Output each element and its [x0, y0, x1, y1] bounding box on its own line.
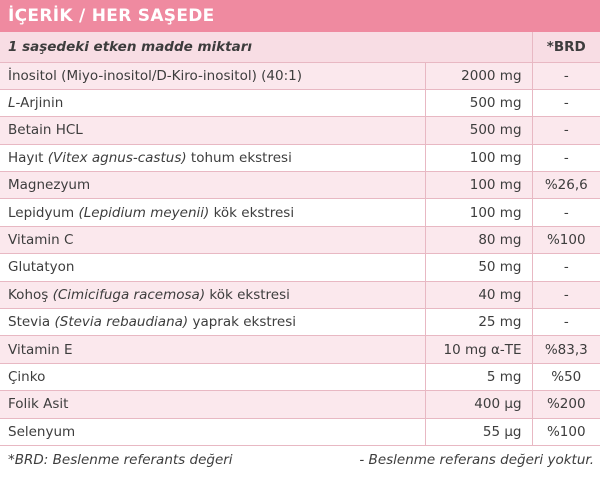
table-row [0, 281, 600, 308]
table-row [0, 226, 600, 253]
ingredient-amount: 100 mg [425, 144, 532, 171]
ingredient-name-text: Lepidyum [8, 204, 79, 221]
ingredient-name-suffix: tohum ekstresi [186, 149, 292, 166]
ingredient-name-suffix: yaprak ekstresi [188, 314, 297, 331]
ingredient-brd: - [532, 144, 600, 171]
ingredient-name [0, 144, 425, 171]
ingredient-brd: %50 [532, 363, 600, 390]
ingredient-brd: - [532, 309, 600, 336]
table-row [0, 199, 600, 226]
ingredient-name-text: Kohoş [8, 286, 53, 303]
ingredient-amount: 50 mg [425, 254, 532, 281]
ingredient-latin-name: (Vitex agnus-castus) [47, 149, 187, 166]
ingredient-amount: 55 µg [425, 418, 532, 445]
ingredient-name-suffix: kök ekstresi [205, 286, 290, 303]
ingredient-amount: 2000 mg [425, 62, 532, 89]
ingredient-name-text: Folik Asit [8, 396, 69, 413]
ingredient-amount: 400 µg [425, 391, 532, 418]
ingredient-name-text: Vitamin C [8, 232, 74, 249]
ingredient-brd: %200 [532, 391, 600, 418]
ingredient-name [0, 226, 425, 253]
ingredient-name [0, 62, 425, 89]
ingredient-amount: 25 mg [425, 309, 532, 336]
ingredient-name-text: İnositol (Miyo-inositol/D-Kiro-inositol) (40:1) [8, 67, 302, 84]
table-row [0, 418, 600, 445]
ingredient-latin-name: (Stevia rebaudiana) [54, 314, 189, 331]
ingredient-brd: %100 [532, 226, 600, 253]
ingredient-name-text: Hayıt [8, 149, 48, 166]
table-row [0, 172, 600, 199]
panel-title: İÇERİK / HER SAŞEDE [0, 0, 600, 32]
ingredient-name [0, 254, 425, 281]
ingredient-name-text: Magnezyum [8, 177, 91, 194]
brd-column-header: *BRD [532, 32, 600, 62]
ingredient-name-text: Stevia [8, 314, 55, 331]
ingredient-name [0, 336, 425, 363]
ingredient-name-text: Vitamin E [8, 341, 73, 358]
ingredient-name [0, 418, 425, 445]
table-row [0, 117, 600, 144]
ingredient-name [0, 309, 425, 336]
table-row [0, 144, 600, 171]
ingredient-amount: 100 mg [425, 199, 532, 226]
ingredient-brd: - [532, 254, 600, 281]
ingredient-brd: - [532, 89, 600, 116]
ingredient-name-text: Selenyum [8, 423, 76, 440]
ingredient-name-text: Glutatyon [8, 259, 75, 276]
ingredient-latin-name: L [8, 95, 16, 112]
ingredient-brd: - [532, 62, 600, 89]
ingredient-amount: 500 mg [425, 89, 532, 116]
ingredient-name-text: Çinko [8, 368, 46, 385]
table-row [0, 363, 600, 390]
ingredient-amount: 10 mg α-TE [425, 336, 532, 363]
ingredient-name [0, 281, 425, 308]
ingredient-name [0, 363, 425, 390]
ingredient-name-suffix: kök ekstresi [209, 204, 295, 221]
subheader-label: 1 saşedeki etken madde miktarı [0, 32, 532, 62]
table-row [0, 309, 600, 336]
ingredient-brd: %83,3 [532, 336, 600, 363]
ingredient-amount: 5 mg [425, 363, 532, 390]
table-row [0, 254, 600, 281]
ingredient-brd: - [532, 117, 600, 144]
footer-no-value-note: - Beslenme referans değeri yoktur. [359, 451, 594, 468]
ingredient-name [0, 199, 425, 226]
ingredient-brd: %100 [532, 418, 600, 445]
ingredient-brd: %26,6 [532, 172, 600, 199]
ingredient-name-text: Betain HCL [8, 122, 83, 139]
ingredient-latin-name: (Cimicifuga racemosa) [52, 286, 206, 303]
ingredient-name [0, 172, 425, 199]
ingredient-latin-name: (Lepidium meyenii) [78, 204, 210, 221]
table-subheader [0, 32, 600, 62]
table-row [0, 336, 600, 363]
table-row [0, 391, 600, 418]
ingredient-table [0, 32, 600, 446]
footer-brd-note: *BRD: Beslenme referants değeri [8, 451, 233, 468]
table-row [0, 89, 600, 116]
ingredient-name [0, 391, 425, 418]
ingredient-amount: 80 mg [425, 226, 532, 253]
ingredient-brd: - [532, 199, 600, 226]
ingredient-name-suffix: -Arjinin [15, 95, 64, 112]
ingredient-amount: 500 mg [425, 117, 532, 144]
table-row [0, 62, 600, 89]
ingredient-name [0, 117, 425, 144]
ingredient-name [0, 89, 425, 116]
ingredient-amount: 100 mg [425, 172, 532, 199]
ingredient-brd: - [532, 281, 600, 308]
ingredient-amount: 40 mg [425, 281, 532, 308]
table-footer [0, 446, 600, 468]
